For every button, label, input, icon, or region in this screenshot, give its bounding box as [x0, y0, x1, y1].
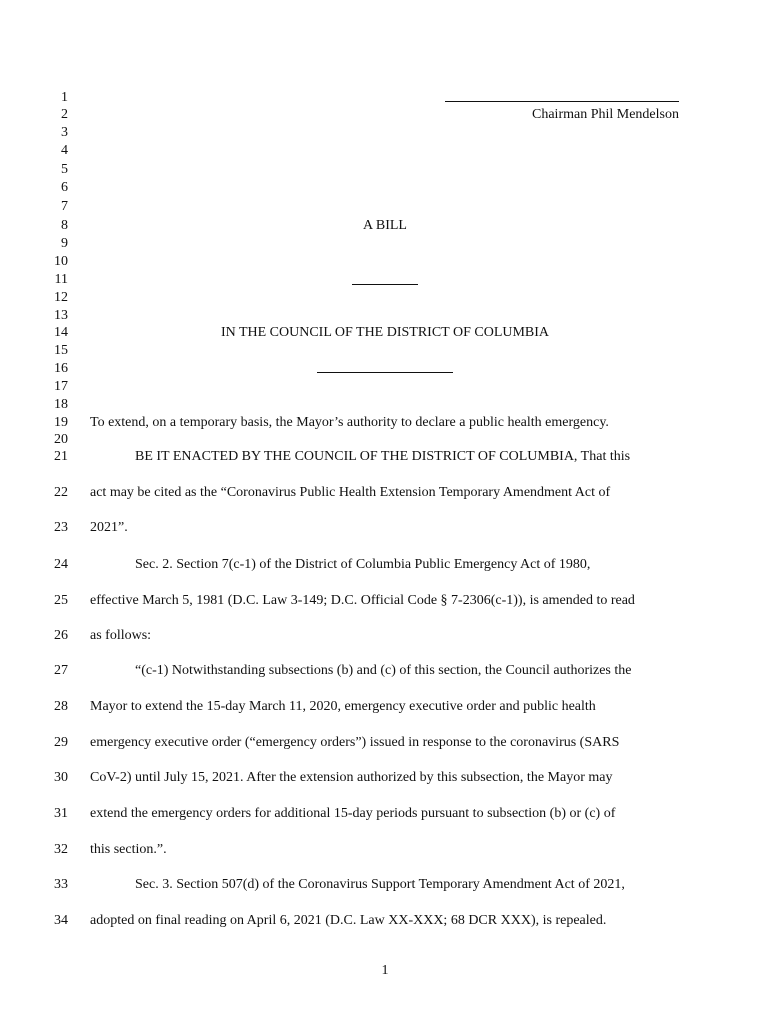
line-number: 7	[61, 199, 68, 214]
body-line: this section.”.	[90, 842, 167, 857]
line-number: 17	[54, 379, 68, 394]
line-number: 16	[54, 361, 68, 376]
line-number: 24	[54, 557, 68, 572]
bill-number-line	[352, 284, 418, 285]
line-number: 13	[54, 308, 68, 323]
line-number: 30	[54, 770, 68, 785]
line-number: 34	[54, 913, 68, 928]
line-number: 2	[61, 107, 68, 122]
body-line: adopted on final reading on April 6, 2021 (D.C. Law XX-XXX; 68 DCR XXX), is repealed.	[90, 913, 607, 928]
body-line: as follows:	[90, 628, 152, 643]
signature-line	[445, 101, 679, 102]
line-number: 31	[54, 806, 68, 821]
body-line: Mayor to extend the 15-day March 11, 2020, emergency executive order and public health	[90, 699, 596, 714]
line-number: 28	[54, 699, 68, 714]
sponsor-name: Chairman Phil Mendelson	[532, 107, 679, 122]
section-2-heading: Sec. 2. Section 7(c-1) of the District of Columbia Public Emergency Act of 1980,	[135, 557, 591, 572]
line-number: 8	[61, 218, 68, 233]
line-number: 20	[54, 432, 68, 447]
body-line: CoV-2) until July 15, 2021. After the extension authorized by this subsection, the Mayor may	[90, 770, 613, 785]
body-line: extend the emergency orders for additional 15-day periods pursuant to subsection (b) or (c) of	[90, 806, 616, 821]
line-number: 14	[54, 325, 68, 340]
line-number: 33	[54, 877, 68, 892]
date-line	[317, 372, 453, 373]
body-line: 2021”.	[90, 520, 128, 535]
line-number: 21	[54, 449, 68, 464]
line-number: 29	[54, 735, 68, 750]
line-number: 26	[54, 628, 68, 643]
line-number: 9	[61, 236, 68, 251]
line-number: 25	[54, 593, 68, 608]
line-number: 6	[61, 180, 68, 195]
body-line: effective March 5, 1981 (D.C. Law 3-149; D.C. Official Code § 7-2306(c-1)), is amended to read	[90, 593, 635, 608]
body-line: act may be cited as the “Coronavirus Public Health Extension Temporary Amendment Act of	[90, 485, 611, 500]
body-line: emergency executive order (“emergency orders”) issued in response to the coronavirus (SARS	[90, 735, 620, 750]
line-number: 4	[61, 143, 68, 158]
line-number: 22	[54, 485, 68, 500]
bill-heading: A BILL	[363, 218, 407, 233]
line-number: 19	[54, 415, 68, 430]
line-number: 3	[61, 125, 68, 140]
section-3-heading: Sec. 3. Section 507(d) of the Coronavirus Support Temporary Amendment Act of 2021,	[135, 877, 625, 892]
line-number: 27	[54, 663, 68, 678]
council-heading: IN THE COUNCIL OF THE DISTRICT OF COLUMBIA	[220, 325, 550, 340]
line-number: 18	[54, 397, 68, 412]
line-number: 1	[61, 90, 68, 105]
line-number: 11	[54, 272, 68, 287]
line-number: 23	[54, 520, 68, 535]
long-title: To extend, on a temporary basis, the Mayor’s authority to declare a public health emergency.	[90, 415, 609, 430]
line-number: 12	[54, 290, 68, 305]
line-number: 10	[54, 254, 68, 269]
page-number: 1	[381, 963, 389, 978]
amendment-text: “(c-1) Notwithstanding subsections (b) and (c) of this section, the Council authorizes the	[135, 663, 632, 678]
enacting-clause: BE IT ENACTED BY THE COUNCIL OF THE DISTRICT OF COLUMBIA, That this	[135, 449, 631, 464]
line-number: 15	[54, 343, 68, 358]
line-number: 32	[54, 842, 68, 857]
line-number: 5	[61, 162, 68, 177]
